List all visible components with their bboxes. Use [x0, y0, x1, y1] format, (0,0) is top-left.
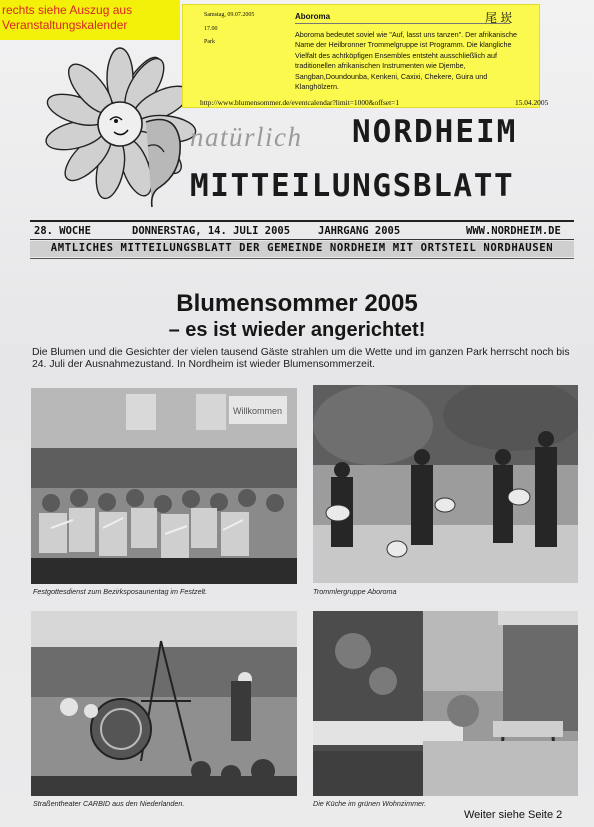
event-url-link[interactable]: http://www.blumensommer.de/eventcalendar?limit=1000&offset=1 [200, 98, 400, 107]
issue-date: DONNERSTAG, 14. JULI 2005 [132, 225, 291, 237]
calendar-glyphs: 尾 崁 [485, 11, 513, 25]
article-lead: Die Blumen und die Gesichter der vielen tausend Gäste strahlen um die Wette und im ganzen Park herrscht noch bis 24. Juli der Ausnahmezustand. In Nordheim ist wieder Blumensommerzeit. [32, 347, 570, 371]
photo-brass-band [31, 388, 297, 584]
website-link[interactable]: WWW.NORDHEIM.DE [466, 225, 561, 237]
masthead-town: NORDHEIM [352, 114, 518, 150]
masthead-tagline: natürlich [190, 122, 303, 152]
rule-divider [30, 258, 574, 259]
photo-street-theatre [31, 611, 297, 796]
photo-drummers [313, 385, 578, 583]
event-time: 17.00 [204, 26, 218, 32]
continue-link[interactable]: Weiter siehe Seite 2 [464, 809, 563, 821]
photo-caption: Trommlergruppe Aboroma [313, 587, 397, 596]
photo-caption: Straßentheater CARBID aus den Niederlanden. [33, 799, 185, 808]
photo-garden-kitchen [313, 611, 578, 796]
masthead-title: MITTEILUNGSBLATT [190, 168, 515, 204]
banner-text: Willkommen [233, 406, 283, 416]
event-place: Park [204, 39, 215, 45]
issue-volume: JAHRGANG 2005 [318, 225, 401, 237]
flower-face-logo [28, 36, 198, 221]
issue-week: 28. WOCHE [34, 225, 91, 237]
sticky-note-text: rechts siehe Auszug aus Veranstaltungskalender [2, 3, 133, 32]
calendar-clip [182, 4, 549, 108]
event-title: Aboroma [295, 12, 331, 21]
photo-caption: Die Küche im grünen Wohnzimmer. [313, 799, 427, 808]
photo-caption: Festgottesdienst zum Bezirksposaunentag im Festzelt. [33, 587, 208, 596]
rule-divider [30, 220, 574, 222]
event-description: Aboroma bedeutet soviel wie "Auf, lasst uns tanzen". Der afrikanische Name der Heilbronner Trommelgruppe ist Programm. Die klangliche Vielfalt des achtköpfigen Ensembles entsteht ausschließlich auf traditionellen afrikanischen Instrumenten wie Djembe, Sangban,Doundounba, Kenkeni, Caxixi, Chekere, Guira und Klanghölzern. [295, 30, 518, 92]
official-ribbon [30, 241, 574, 257]
article-subheadline: – es ist wieder angerichtet! [168, 319, 426, 341]
rule-divider [30, 239, 574, 240]
event-date: Samstag, 09.07.2005 [204, 12, 255, 18]
print-date: 15.04.2005 [515, 98, 549, 107]
rule-divider [295, 23, 510, 24]
article-headline: Blumensommer 2005 [176, 290, 418, 317]
ribbon-text: AMTLICHES MITTEILUNGSBLATT DER GEMEINDE NORDHEIM MIT ORTSTEIL NORDHAUSEN [50, 242, 554, 254]
sticky-note [0, 0, 180, 40]
